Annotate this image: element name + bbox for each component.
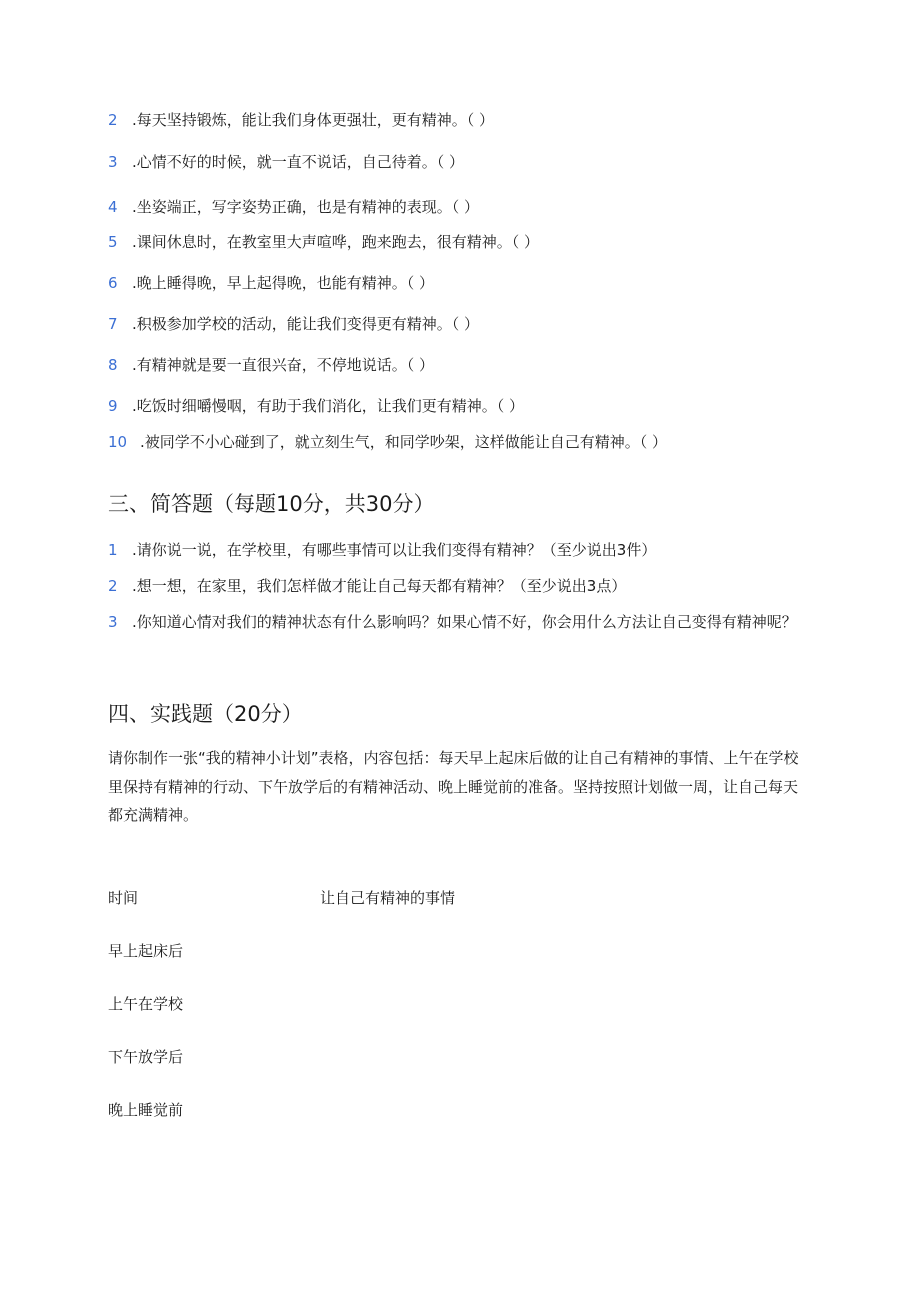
question-number: 2 [108,111,118,129]
question-number: 6 [108,274,118,292]
question-text: .每天坚持锻炼，能让我们身体更强壮，更有精神。（ ） [132,111,495,129]
short-answer-item [108,576,626,596]
table-row-label: 下午放学后 [108,1048,184,1066]
judgement-item [108,197,479,217]
judgement-item [108,152,464,172]
question-text: .吃饭时细嚼慢咽，有助于我们消化，让我们更有精神。（ ） [132,397,525,415]
practice-instructions: 请你制作一张“我的精神小计划”表格，内容包括：每天早上起床后做的让自己有精神的事情、上午在学校里保持有精神的行动、下午放学后的有精神活动、晚上睡觉前的准备。坚持按照计划做一周，让自己每天都充满精神。 [108,749,799,824]
judgement-item [108,432,667,452]
question-text: .坐姿端正，写字姿势正确，也是有精神的表现。（ ） [132,198,480,216]
question-text: .请你说一说，在学校里，有哪些事情可以让我们变得有精神？（至少说出3件） [132,541,657,559]
table-row-label: 上午在学校 [108,995,184,1013]
question-number: 10 [108,433,128,451]
judgement-item [108,110,494,130]
section-heading-practice: 四、实践题（20分） [108,702,303,726]
question-number: 1 [108,541,118,559]
judgement-item [108,273,434,293]
table-row-label: 早上起床后 [108,942,184,960]
question-number: 9 [108,397,118,415]
question-number: 3 [108,153,118,171]
question-number: 7 [108,315,118,333]
question-text: .积极参加学校的活动，能让我们变得更有精神。（ ） [132,315,480,333]
question-text: .想一想，在家里，我们怎样做才能让自己每天都有精神？（至少说出3点） [132,577,627,595]
question-number: 2 [108,577,118,595]
question-number: 3 [108,613,118,631]
judgement-item [108,355,434,375]
question-text: .被同学不小心碰到了，就立刻生气，和同学吵架，这样做能让自己有精神。（ ） [140,433,668,451]
section-heading-short-answer: 三、简答题（每题10分，共30分） [108,492,435,516]
table-header-things: 让自己有精神的事情 [320,889,456,907]
question-text: .有精神就是要一直很兴奋，不停地说话。（ ） [132,356,435,374]
question-number: 8 [108,356,118,374]
short-answer-item [108,540,656,560]
short-answer-item [108,608,798,636]
judgement-item [108,232,539,252]
question-number: 4 [108,198,118,216]
judgement-item [108,314,479,334]
question-text: .晚上睡得晚，早上起得晚，也能有精神。（ ） [132,274,435,292]
question-text: .课间休息时，在教室里大声喧哗，跑来跑去，很有精神。（ ） [132,233,540,251]
question-text: .心情不好的时候，就一直不说话，自己待着。（ ） [132,153,465,171]
table-header-time: 时间 [108,889,139,907]
table-row-label: 晚上睡觉前 [108,1101,184,1119]
question-text: .你知道心情对我们的精神状态有什么影响吗？如果心情不好，你会用什么方法让自己变得有精神呢？ [132,613,797,631]
question-number: 5 [108,233,118,251]
judgement-item [108,396,524,416]
